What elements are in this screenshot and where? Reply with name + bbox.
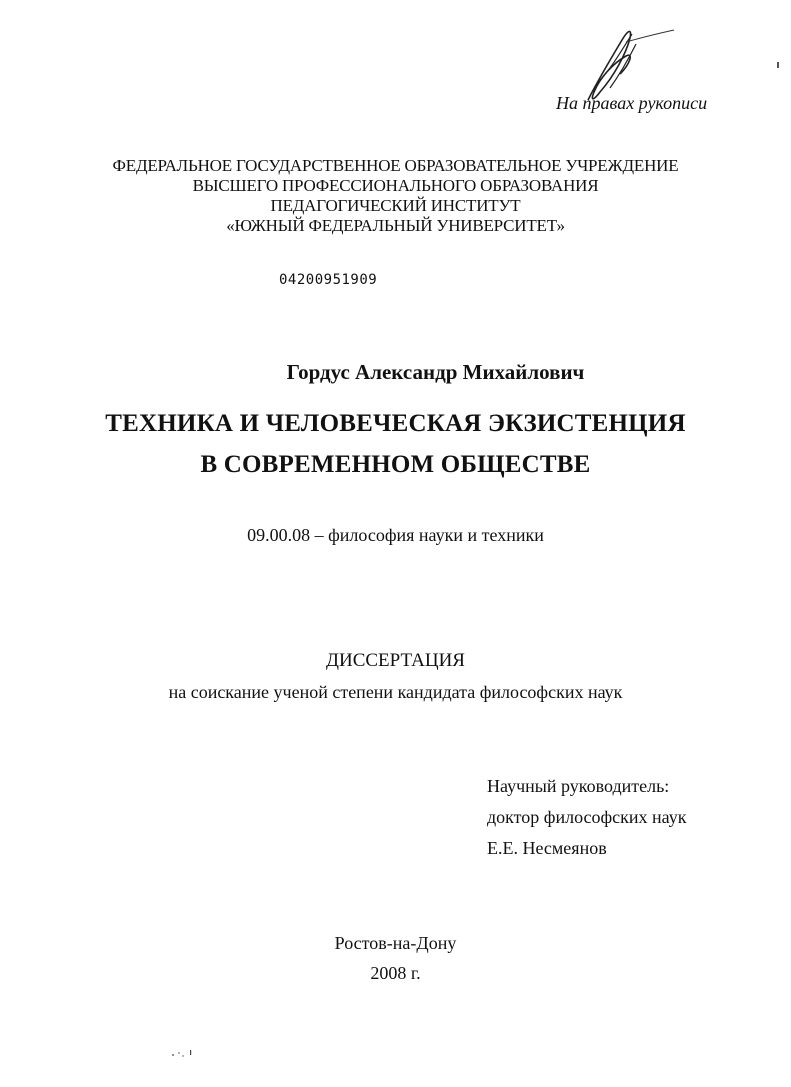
- supervisor-role: Научный руководитель:: [487, 776, 670, 796]
- institution-line-1: ФЕДЕРАЛЬНОЕ ГОСУДАРСТВЕННОЕ ОБРАЗОВАТЕЛЬНОЕ УЧРЕЖДЕНИЕ: [112, 156, 679, 175]
- city: Ростов-на-Дону: [334, 933, 457, 953]
- year: 2008 г.: [370, 963, 421, 983]
- institution-line-2: ВЫСШЕГО ПРОФЕССИОНАЛЬНОГО ОБРАЗОВАНИЯ: [192, 176, 599, 195]
- dissertation-label: ДИССЕРТАЦИЯ: [326, 650, 465, 671]
- institution-line-3: ПЕДАГОГИЧЕСКИЙ ИНСТИТУТ: [270, 196, 521, 215]
- dissertation-purpose: на соискание ученой степени кандидата философских наук: [168, 682, 623, 702]
- title-line-2: В СОВРЕМЕННОМ ОБЩЕСТВЕ: [200, 451, 591, 478]
- institution-line-4: «ЮЖНЫЙ ФЕДЕРАЛЬНЫЙ УНИВЕРСИТЕТ»: [226, 216, 565, 235]
- scan-edge-mark: [777, 62, 779, 68]
- specialty-code: 09.00.08 – философия науки и техники: [247, 525, 544, 545]
- manuscript-note: На правах рукописи: [556, 93, 708, 113]
- supervisor-name: Е.Е. Несмеянов: [487, 838, 607, 858]
- title-line-1: ТЕХНИКА И ЧЕЛОВЕЧЕСКАЯ ЭКЗИСТЕНЦИЯ: [105, 410, 686, 437]
- author-name: Гордус Александр Михайлович: [286, 360, 585, 384]
- scan-specks: [170, 1047, 200, 1059]
- catalog-number: 04200951909: [279, 272, 378, 288]
- supervisor-degree: доктор философских наук: [487, 807, 687, 827]
